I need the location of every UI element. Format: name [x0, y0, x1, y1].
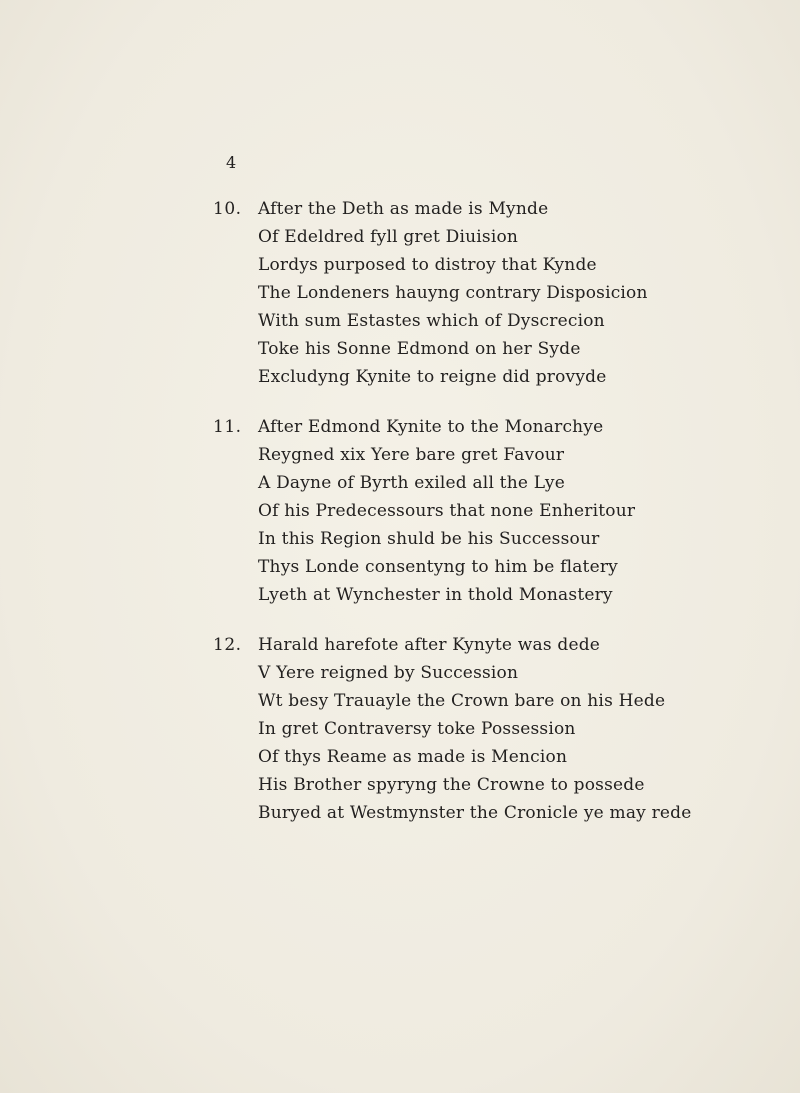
verse-line: Buryed at Westmynster the Cronicle ye may rede	[258, 803, 692, 823]
verse-line: Wt besy Trauayle the Crown bare on his Hede	[258, 691, 666, 711]
verse-line: His Brother spyryng the Crowne to possede	[258, 775, 645, 795]
verse-line: Harald harefote after Kynyte was dede	[258, 635, 601, 655]
verse-line: Of thys Reame as made is Mencion	[258, 747, 568, 767]
verse-line: Of Edeldred fyll gret Diuision	[258, 227, 519, 247]
page-number: 4	[226, 153, 237, 172]
stanza-number: 11.	[213, 417, 242, 437]
stanza-number: 10.	[213, 199, 242, 219]
verse-line: V Yere reigned by Succession	[258, 663, 519, 683]
verse-line: Excludyng Kynite to reigne did provyde	[258, 367, 607, 387]
verse-line: In this Region shuld be his Successour	[258, 529, 600, 549]
verse-line: Reygned xix Yere bare gret Favour	[258, 445, 565, 465]
verse-line: Thys Londe consentyng to him be flatery	[258, 557, 618, 577]
verse-line: After Edmond Kynite to the Monarchye	[258, 417, 604, 437]
verse-line: After the Deth as made is Mynde	[258, 199, 549, 219]
verse-line: The Londeners hauyng contrary Disposicion	[258, 283, 648, 303]
verse-line: Toke his Sonne Edmond on her Syde	[258, 339, 581, 359]
verse-line: Of his Predecessours that none Enheritour	[258, 501, 636, 521]
verse-line: In gret Contraversy toke Possession	[258, 719, 576, 739]
verse-line: A Dayne of Byrth exiled all the Lye	[258, 473, 565, 493]
verse-line: Lordys purposed to distroy that Kynde	[258, 255, 597, 275]
stanza-number: 12.	[213, 635, 242, 655]
verse-line: With sum Estastes which of Dyscrecion	[258, 311, 605, 331]
verse-line: Lyeth at Wynchester in thold Monastery	[258, 585, 613, 605]
